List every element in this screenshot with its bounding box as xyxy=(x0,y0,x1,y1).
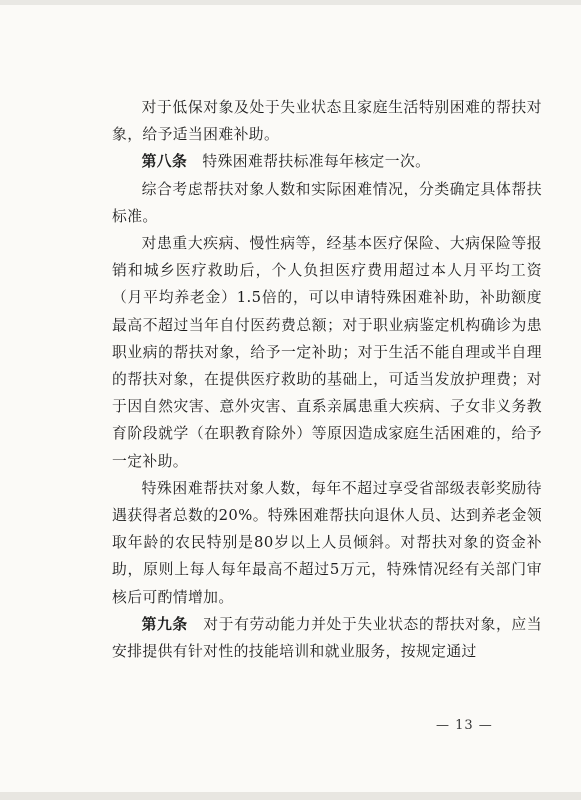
scan-edge-top xyxy=(0,0,581,5)
paragraph-text: 对患重大疾病、慢性病等，经基本医疗保险、大病保险等报销和城乡医疗救助后，个人负担医疗费用超过本人月平均工资（月平均养老金）1.5倍的，可以申请特殊困难补助，补助额度最高不超过当年自付医药费总额；对于职业病鉴定机构确诊为患职业病的帮扶对象，给予一定补助；对于生活不能自理或半自理的帮扶对象，在提供医疗救助的基础上，可适当发放护理费；对于因自然灾害、意外灾害、直系亲属患重大疾病、子女非义务教育阶段就学（在职教育除外）等原因造成家庭生活困难的，给予一定补助。 xyxy=(112,235,542,470)
scan-edge-bottom xyxy=(0,792,581,800)
paragraph-text: 综合考虑帮扶对象人数和实际困难情况，分类确定具体帮扶标准。 xyxy=(112,180,542,225)
paragraph-5 xyxy=(112,475,542,611)
paragraph-text: 特殊困难帮扶对象人数，每年不超过享受省部级表彰奖励待遇获得者总数的20%。特殊困难帮扶向退休人员、达到养老金领取年龄的农民特别是80岁以上人员倾斜。对帮扶对象的资金补助，原则上每人每年最高不超过5万元，特殊情况经有关部门审核后可酌情增加。 xyxy=(112,479,542,606)
page-number: — 13 — xyxy=(436,718,493,733)
paragraph-4 xyxy=(112,230,542,475)
paragraph-text: 对于有劳动能力并处于失业状态的帮扶对象，应当安排提供有针对性的技能培训和就业服务，按规定通过 xyxy=(112,615,543,661)
paragraph-1 xyxy=(112,94,542,148)
paragraph-article-9 xyxy=(112,611,542,665)
paragraph-article-8 xyxy=(112,148,542,175)
body-text xyxy=(112,94,542,665)
paragraph-3 xyxy=(112,176,542,230)
article-label-9: 第九条 xyxy=(141,615,188,633)
paragraph-text: 特殊困难帮扶标准每年核定一次。 xyxy=(202,153,431,171)
paragraph-text: 对于低保对象及处于失业状态且家庭生活特别困难的帮扶对象，给予适当困难补助。 xyxy=(112,99,542,144)
article-label-8: 第八条 xyxy=(141,153,188,171)
